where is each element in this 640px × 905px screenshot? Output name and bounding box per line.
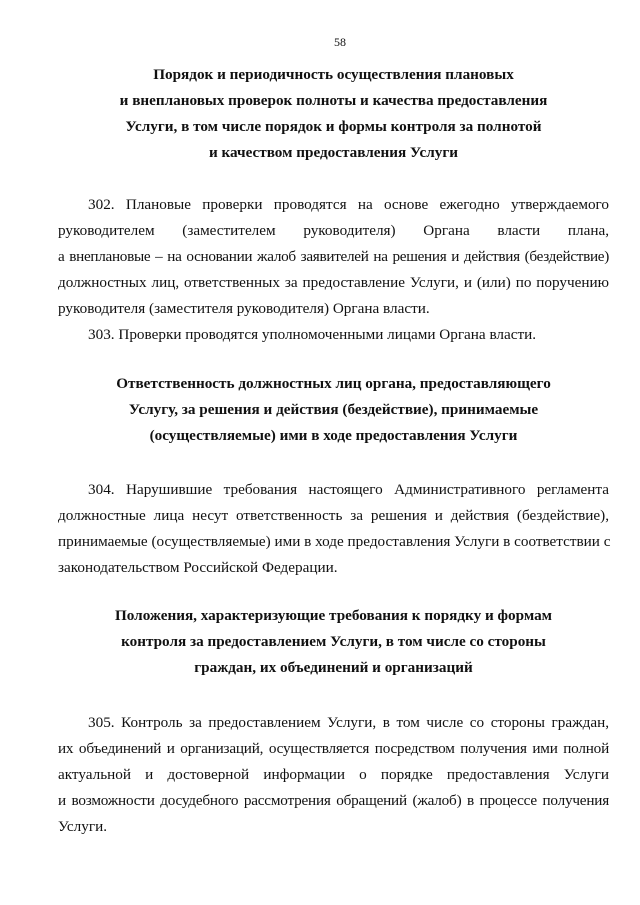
paragraph-line: Услуги.: [58, 818, 107, 835]
paragraph-line: а внеплановые – на основании жалоб заявителей на решения и действия (бездействие): [58, 248, 609, 265]
section-heading-1: [58, 62, 609, 166]
heading-line: и качеством предоставления Услуги: [208, 144, 459, 161]
paragraph-302: [58, 192, 609, 322]
heading-line: и внеплановых проверок полноты и качества предоставления: [119, 92, 548, 109]
paragraph-line: 303. Проверки проводятся уполномоченными лицами Органа власти.: [88, 326, 537, 343]
paragraph-line: руководителя (заместителя руководителя) Органа власти.: [58, 300, 430, 317]
heading-line: Ответственность должностных лиц органа, предоставляющего: [116, 375, 551, 392]
paragraph-line: принимаемые (осуществляемые) ими в ходе предоставления Услуги в соответствии с: [58, 533, 611, 550]
section-heading-2: [58, 371, 609, 449]
paragraph-line: 305. Контроль за предоставлением Услуги, в том числе со стороны граждан,: [88, 714, 609, 731]
paragraph-line: должностные лица несут ответственность за решения и действия (бездействие),: [58, 507, 609, 524]
paragraph-line: 304. Нарушившие требования настоящего Административного регламента: [88, 481, 609, 498]
paragraph-line: должностных лиц, ответственных за предоставление Услуги, и (или) по поручению: [58, 274, 609, 291]
paragraph-304: [58, 477, 609, 581]
paragraph-line: законодательством Российской Федерации.: [58, 559, 338, 576]
section-heading-3: [58, 603, 609, 681]
page-number: 58: [334, 35, 346, 49]
paragraph-line: актуальной и достоверной информации о порядке предоставления Услуги: [58, 766, 609, 783]
paragraph-305: [58, 710, 609, 840]
paragraph-line: их объединений и организаций, осуществляется посредством получения ими полной: [58, 740, 609, 757]
paragraph-303: [58, 322, 609, 348]
paragraph-line: и возможности досудебного рассмотрения обращений (жалоб) в процессе получения: [58, 792, 609, 809]
heading-line: граждан, их объединений и организаций: [194, 659, 473, 676]
paragraph-line: 302. Плановые проверки проводятся на основе ежегодно утверждаемого: [88, 196, 609, 213]
heading-line: Услуги, в том числе порядок и формы контроля за полнотой: [125, 118, 542, 135]
paragraph-line: руководителем (заместителем руководителя) Органа власти плана,: [58, 222, 609, 239]
heading-line: Положения, характеризующие требования к порядку и формам: [114, 607, 553, 624]
heading-line: (осуществляемые) ими в ходе предоставления Услуги: [149, 427, 518, 444]
heading-line: Порядок и периодичность осуществления плановых: [153, 66, 514, 83]
heading-line: контроля за предоставлением Услуги, в том числе со стороны: [121, 633, 546, 650]
heading-line: Услугу, за решения и действия (бездействие), принимаемые: [128, 401, 539, 418]
